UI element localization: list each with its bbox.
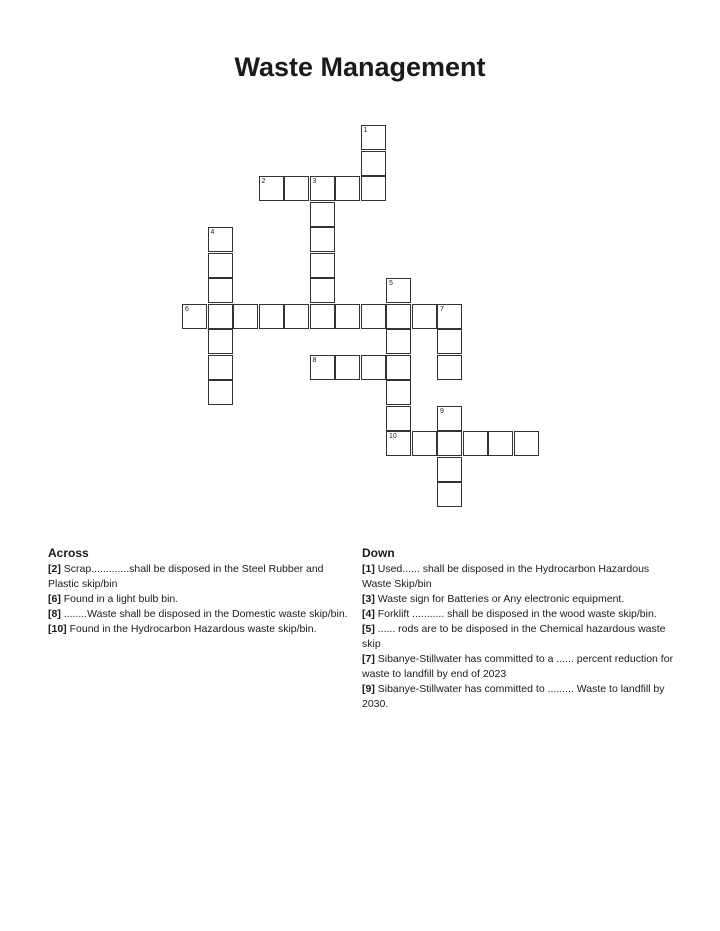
clue-number: [2] bbox=[48, 563, 61, 575]
grid-cell[interactable] bbox=[361, 304, 386, 329]
grid-cell[interactable] bbox=[335, 304, 360, 329]
grid-cell[interactable] bbox=[208, 278, 233, 303]
across-clue bbox=[48, 622, 354, 637]
clue-number: [6] bbox=[48, 593, 61, 605]
grid-cell[interactable] bbox=[259, 304, 284, 329]
cell-number: 10 bbox=[389, 433, 397, 440]
cell-number: 5 bbox=[389, 280, 393, 287]
grid-cell[interactable] bbox=[361, 355, 386, 380]
grid-cell[interactable] bbox=[412, 431, 437, 456]
clue-number: [7] bbox=[362, 653, 375, 665]
grid-cell[interactable] bbox=[208, 253, 233, 278]
grid-cell[interactable] bbox=[310, 227, 335, 252]
grid-cell[interactable] bbox=[361, 176, 386, 201]
across-clue bbox=[48, 607, 354, 622]
page-title: Waste Management bbox=[234, 52, 486, 82]
clue-text: ...... rods are to be disposed in the Chemical hazardous waste skip bbox=[362, 623, 666, 650]
grid-cell[interactable] bbox=[208, 227, 233, 252]
clue-number: [10] bbox=[48, 623, 67, 635]
down-clue-list bbox=[362, 562, 676, 712]
grid-cell[interactable] bbox=[386, 304, 411, 329]
grid-cell[interactable] bbox=[310, 304, 335, 329]
across-clue-list bbox=[48, 562, 354, 637]
grid-cell[interactable] bbox=[208, 355, 233, 380]
grid-cell[interactable] bbox=[208, 329, 233, 354]
grid-cell[interactable] bbox=[437, 431, 462, 456]
down-clues bbox=[362, 546, 676, 712]
clue-number: [3] bbox=[362, 593, 375, 605]
grid-cell[interactable] bbox=[361, 151, 386, 176]
grid-cell[interactable] bbox=[259, 176, 284, 201]
down-clue bbox=[362, 682, 676, 712]
across-heading: Across bbox=[48, 546, 89, 560]
down-clue bbox=[362, 562, 676, 592]
down-heading: Down bbox=[362, 546, 395, 560]
grid-cell[interactable] bbox=[412, 304, 437, 329]
clue-number: [1] bbox=[362, 563, 375, 575]
down-clue bbox=[362, 652, 676, 682]
grid-cell[interactable] bbox=[208, 380, 233, 405]
clue-text: Found in a light bulb bin. bbox=[60, 593, 179, 605]
cell-number: 9 bbox=[440, 407, 444, 415]
cell-number: 1 bbox=[363, 127, 368, 134]
grid-cell[interactable] bbox=[386, 278, 411, 303]
grid-cell[interactable] bbox=[310, 202, 335, 227]
clue-text: Sibanye-Stillwater has committed to a ...... percent reduction for waste to landfill by end of 2023 bbox=[362, 653, 674, 680]
grid-cell[interactable] bbox=[310, 253, 335, 278]
grid-cell[interactable] bbox=[386, 329, 411, 354]
across-clues bbox=[48, 546, 354, 637]
grid-cell[interactable] bbox=[208, 304, 233, 329]
cell-number: 4 bbox=[210, 229, 215, 236]
down-clue bbox=[362, 622, 676, 652]
grid-cell[interactable] bbox=[361, 125, 386, 150]
cell-number: 3 bbox=[312, 178, 317, 185]
grid-cell[interactable] bbox=[437, 482, 462, 507]
down-clue bbox=[362, 607, 676, 622]
down-clue bbox=[362, 592, 676, 607]
clue-text: Found in the Hydrocarbon Hazardous waste skip/bin. bbox=[66, 623, 317, 635]
grid-cell[interactable] bbox=[437, 406, 462, 431]
grid-cell[interactable] bbox=[386, 406, 411, 431]
clue-number: [5] bbox=[362, 623, 375, 635]
cell-number: 2 bbox=[261, 178, 266, 185]
grid-cell[interactable] bbox=[437, 329, 462, 354]
grid-cell[interactable] bbox=[284, 176, 309, 201]
clue-text: Forklift ........... shall be disposed in the wood waste skip/bin. bbox=[374, 608, 657, 620]
cell-number: 7 bbox=[440, 305, 444, 313]
grid-cell[interactable] bbox=[310, 176, 335, 201]
cell-number: 8 bbox=[312, 356, 317, 364]
grid-cell[interactable] bbox=[386, 431, 411, 456]
across-clue bbox=[48, 562, 354, 592]
grid-cell[interactable] bbox=[488, 431, 513, 456]
clue-number: [4] bbox=[362, 608, 375, 620]
grid-cell[interactable] bbox=[310, 278, 335, 303]
clue-number: [8] bbox=[48, 608, 61, 620]
clue-text: ........Waste shall be disposed in the Domestic waste skip/bin. bbox=[60, 608, 348, 620]
clue-text: Waste sign for Batteries or Any electronic equipment. bbox=[374, 593, 625, 605]
across-clue bbox=[48, 592, 354, 607]
grid-cell[interactable] bbox=[233, 304, 258, 329]
clue-text: Sibanye-Stillwater has committed to ......... Waste to landfill by 2030. bbox=[362, 683, 665, 710]
grid-cell[interactable] bbox=[437, 457, 462, 482]
grid-cell[interactable] bbox=[514, 431, 539, 456]
grid-cell[interactable] bbox=[335, 355, 360, 380]
grid-cell[interactable] bbox=[284, 304, 309, 329]
grid-cell[interactable] bbox=[437, 304, 462, 329]
grid-cell[interactable] bbox=[463, 431, 488, 456]
grid-cell[interactable] bbox=[182, 304, 207, 329]
cell-number: 6 bbox=[185, 305, 189, 313]
grid-cell[interactable] bbox=[437, 355, 462, 380]
clue-number: [9] bbox=[362, 683, 375, 695]
grid-cell[interactable] bbox=[386, 380, 411, 405]
grid-cell[interactable] bbox=[335, 176, 360, 201]
clue-text: Used...... shall be disposed in the Hydrocarbon Hazardous Waste Skip/bin bbox=[362, 563, 650, 590]
grid-cell[interactable] bbox=[386, 355, 411, 380]
grid-cell[interactable] bbox=[310, 355, 335, 380]
clue-text: Scrap.............shall be disposed in the Steel Rubber and Plastic skip/bin bbox=[48, 563, 324, 590]
